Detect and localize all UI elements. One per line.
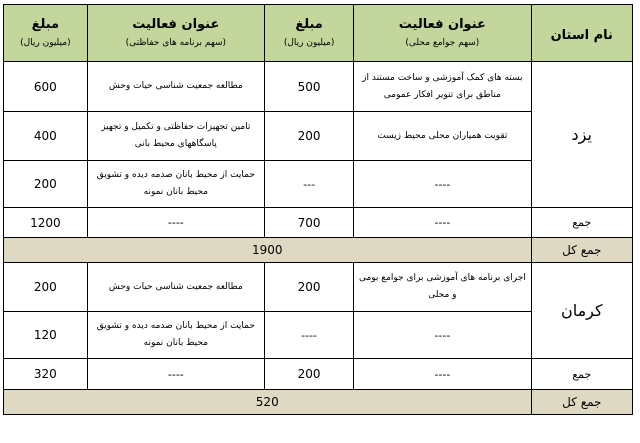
budget-table-container — [3, 4, 633, 415]
local-activity-cell: اجرای برنامه های آموزشی برای جوامع بومی و محلی — [354, 263, 531, 312]
table-row — [4, 263, 633, 312]
subtotal-row — [4, 208, 633, 238]
subtotal-local-activity: ---- — [354, 359, 531, 390]
conservation-amount-cell: 600 — [4, 62, 88, 112]
total-row — [4, 390, 633, 415]
total-label: جمع کل — [531, 390, 632, 415]
total-value: 520 — [4, 390, 532, 415]
local-amount-cell: 200 — [264, 263, 353, 312]
conservation-activity-cell: حمایت از محیط بانان صدمه دیده و تشویق محیط بانان نمونه — [87, 312, 264, 359]
total-label: جمع کل — [531, 238, 632, 263]
header-conservation-activity-sub: (سهم برنامه های حفاظتی) — [125, 38, 227, 48]
header-province-label: نام استان — [550, 27, 613, 43]
conservation-activity-cell: مطالعه جمعیت شناسی حیات وحش — [87, 62, 264, 112]
header-local-activity — [354, 5, 531, 62]
header-conservation-amount-sub: (میلیون ریال) — [20, 38, 71, 48]
total-value: 1900 — [4, 238, 532, 263]
subtotal-label: جمع — [531, 208, 632, 238]
subtotal-conservation-amount: 1200 — [4, 208, 88, 238]
local-activity-cell: تقویت همیاران محلی محیط زیست — [354, 112, 531, 161]
conservation-amount-cell: 200 — [4, 263, 88, 312]
conservation-activity-cell: تامین تجهیزات حفاظتی و تکمیل و تجهیز پاسگاههای محیط بانی — [87, 112, 264, 161]
local-activity-cell: ---- — [354, 161, 531, 208]
budget-table — [3, 4, 633, 415]
conservation-activity-cell: مطالعه جمعیت شناسی حیات وحش — [87, 263, 264, 312]
table-row — [4, 62, 633, 112]
total-row — [4, 238, 633, 263]
local-amount-cell: ---- — [264, 312, 353, 359]
local-activity-cell: بسته های کمک آموزشی و ساخت مستند از مناطق برای تنویر افکار عمومی — [354, 62, 531, 112]
conservation-activity-cell: حمایت از محیط بانان صدمه دیده و تشویق محیط بانان نمونه — [87, 161, 264, 208]
header-conservation-amount-label: مبلغ — [31, 17, 60, 32]
local-amount-cell: 200 — [264, 112, 353, 161]
header-local-amount — [264, 5, 353, 62]
local-amount-cell: --- — [264, 161, 353, 208]
subtotal-conservation-activity: ---- — [87, 208, 264, 238]
header-conservation-activity-label: عنوان فعالیت — [132, 17, 220, 32]
header-local-amount-sub: (میلیون ریال) — [283, 38, 335, 48]
subtotal-row — [4, 359, 633, 390]
subtotal-local-activity: ---- — [354, 208, 531, 238]
subtotal-local-amount: 200 — [264, 359, 353, 390]
subtotal-local-amount: 700 — [264, 208, 353, 238]
subtotal-label: جمع — [531, 359, 632, 390]
table-header — [4, 5, 633, 62]
header-local-activity-label: عنوان فعالیت — [398, 17, 486, 32]
header-province — [531, 5, 632, 62]
header-local-activity-sub: (سهم جوامع محلی) — [405, 38, 480, 48]
conservation-amount-cell: 400 — [4, 112, 88, 161]
local-amount-cell: 500 — [264, 62, 353, 112]
header-conservation-amount — [4, 5, 88, 62]
subtotal-conservation-activity: ---- — [87, 359, 264, 390]
conservation-amount-cell: 120 — [4, 312, 88, 359]
header-conservation-activity — [87, 5, 264, 62]
conservation-amount-cell: 200 — [4, 161, 88, 208]
subtotal-conservation-amount: 320 — [4, 359, 88, 390]
province-name-kerman: کرمان — [531, 263, 632, 359]
local-activity-cell: ---- — [354, 312, 531, 359]
header-local-amount-label: مبلغ — [295, 17, 323, 32]
province-name-yazd: یزد — [531, 62, 632, 208]
